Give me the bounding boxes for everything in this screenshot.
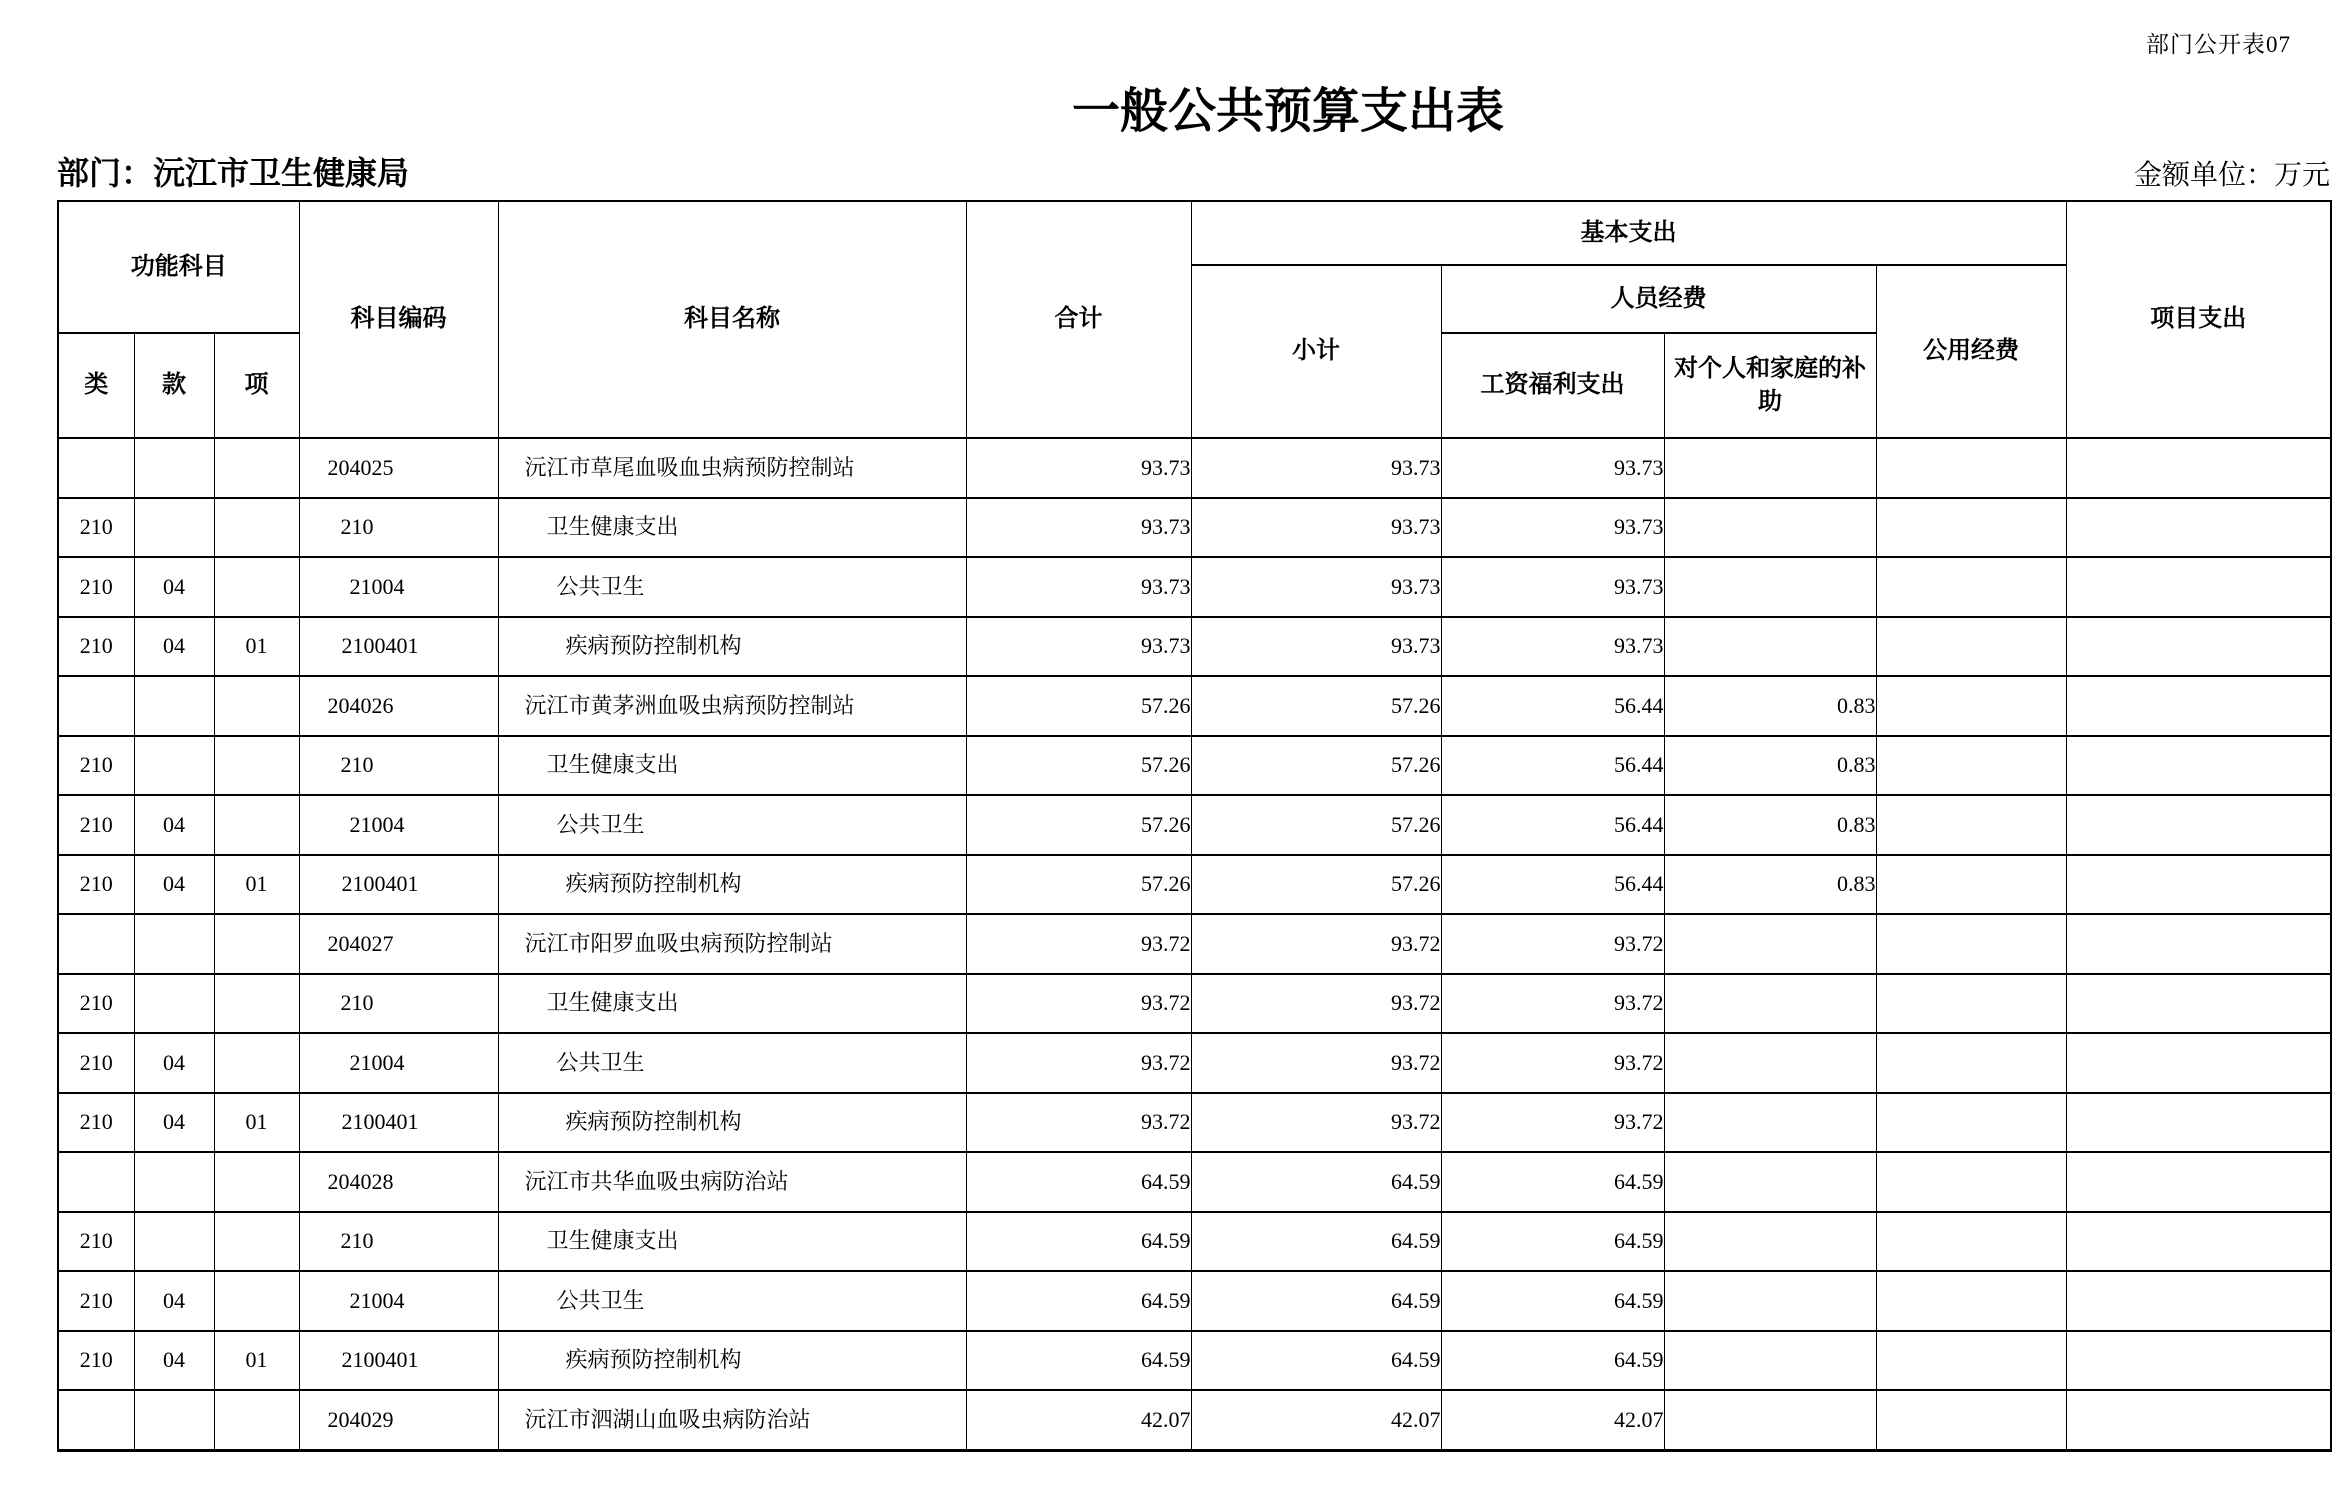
- cell-category: [58, 914, 134, 974]
- cell-public-funds: [1876, 498, 2066, 558]
- cell-category: 210: [58, 498, 134, 558]
- cell-item: [214, 795, 299, 855]
- cell-subject-name: 卫生健康支出: [498, 498, 966, 558]
- cell-category: 210: [58, 1033, 134, 1093]
- table-body: [58, 438, 2331, 1450]
- table-header: [58, 201, 2331, 438]
- cell-family-subsidy: [1664, 1152, 1876, 1212]
- cell-subject-code: 204025: [299, 438, 498, 498]
- cell-section: [134, 498, 214, 558]
- cell-subtotal: 93.72: [1191, 1093, 1441, 1153]
- cell-family-subsidy: [1664, 438, 1876, 498]
- table-row: [58, 1152, 2331, 1212]
- cell-project-expenditure: [2066, 795, 2331, 855]
- cell-project-expenditure: [2066, 1033, 2331, 1093]
- cell-section: 04: [134, 617, 214, 677]
- cell-family-subsidy: [1664, 617, 1876, 677]
- cell-section: 04: [134, 795, 214, 855]
- cell-family-subsidy: 0.83: [1664, 795, 1876, 855]
- cell-family-subsidy: [1664, 1212, 1876, 1272]
- cell-total: 93.72: [966, 914, 1191, 974]
- cell-public-funds: [1876, 795, 2066, 855]
- cell-public-funds: [1876, 1212, 2066, 1272]
- cell-subject-code: 2100401: [299, 855, 498, 915]
- cell-category: 210: [58, 557, 134, 617]
- cell-family-subsidy: [1664, 914, 1876, 974]
- amount-unit-label: 金额单位：万元: [2133, 160, 2330, 191]
- cell-item: [214, 1390, 299, 1450]
- cell-total: 57.26: [966, 855, 1191, 915]
- cell-subject-name: 公共卫生: [498, 795, 966, 855]
- cell-project-expenditure: [2066, 914, 2331, 974]
- cell-item: 01: [214, 855, 299, 915]
- cell-wage-welfare: 42.07: [1441, 1390, 1664, 1450]
- cell-total: 64.59: [966, 1152, 1191, 1212]
- cell-subject-name: 公共卫生: [498, 1033, 966, 1093]
- cell-item: [214, 557, 299, 617]
- table-row: [58, 676, 2331, 736]
- cell-item: [214, 1152, 299, 1212]
- cell-section: [134, 736, 214, 796]
- table-row: [58, 1390, 2331, 1450]
- cell-total: 93.73: [966, 498, 1191, 558]
- cell-subject-code: 204027: [299, 914, 498, 974]
- cell-subtotal: 57.26: [1191, 676, 1441, 736]
- cell-public-funds: [1876, 438, 2066, 498]
- cell-project-expenditure: [2066, 1390, 2331, 1450]
- cell-category: 210: [58, 1271, 134, 1331]
- form-number-label: 部门公开表07: [2146, 32, 2291, 57]
- cell-subject-name: 公共卫生: [498, 557, 966, 617]
- table-row: [58, 438, 2331, 498]
- table-row: [58, 1271, 2331, 1331]
- cell-subject-code: 210: [299, 498, 498, 558]
- cell-wage-welfare: 93.72: [1441, 1093, 1664, 1153]
- cell-section: [134, 438, 214, 498]
- cell-item: [214, 974, 299, 1034]
- cell-subtotal: 64.59: [1191, 1152, 1441, 1212]
- header-func-subject: 功能科目: [58, 201, 299, 333]
- cell-project-expenditure: [2066, 736, 2331, 796]
- cell-total: 42.07: [966, 1390, 1191, 1450]
- cell-subject-code: 204028: [299, 1152, 498, 1212]
- cell-total: 64.59: [966, 1212, 1191, 1272]
- cell-total: 64.59: [966, 1271, 1191, 1331]
- cell-subtotal: 93.72: [1191, 914, 1441, 974]
- cell-public-funds: [1876, 1331, 2066, 1391]
- cell-family-subsidy: 0.83: [1664, 855, 1876, 915]
- cell-section: [134, 1152, 214, 1212]
- cell-item: [214, 736, 299, 796]
- cell-category: [58, 438, 134, 498]
- cell-subtotal: 93.72: [1191, 1033, 1441, 1093]
- table-row: [58, 736, 2331, 796]
- header-public-funds: 公用经费: [1876, 265, 2066, 438]
- cell-section: 04: [134, 855, 214, 915]
- cell-subject-code: 21004: [299, 1271, 498, 1331]
- header-basic-expenditure: 基本支出: [1191, 201, 2066, 265]
- cell-subject-name: 疾病预防控制机构: [498, 1093, 966, 1153]
- cell-category: 210: [58, 1331, 134, 1391]
- cell-subject-name: 卫生健康支出: [498, 736, 966, 796]
- cell-subject-name: 疾病预防控制机构: [498, 617, 966, 677]
- table-row: [58, 1093, 2331, 1153]
- cell-project-expenditure: [2066, 557, 2331, 617]
- cell-total: 93.72: [966, 1033, 1191, 1093]
- cell-subject-name: 卫生健康支出: [498, 1212, 966, 1272]
- cell-project-expenditure: [2066, 1152, 2331, 1212]
- cell-subtotal: 57.26: [1191, 855, 1441, 915]
- header-personnel-funds: 人员经费: [1441, 265, 1876, 333]
- cell-public-funds: [1876, 1152, 2066, 1212]
- cell-family-subsidy: [1664, 974, 1876, 1034]
- cell-wage-welfare: 64.59: [1441, 1152, 1664, 1212]
- table-row: [58, 974, 2331, 1034]
- cell-subject-name: 沅江市草尾血吸血虫病预防控制站: [498, 438, 966, 498]
- table-row: [58, 557, 2331, 617]
- page-title: 一般公共预算支出表: [1072, 85, 1505, 138]
- cell-project-expenditure: [2066, 855, 2331, 915]
- cell-category: 210: [58, 736, 134, 796]
- cell-item: 01: [214, 1093, 299, 1153]
- cell-subject-code: 21004: [299, 795, 498, 855]
- cell-public-funds: [1876, 1033, 2066, 1093]
- cell-subject-code: 2100401: [299, 1093, 498, 1153]
- cell-section: [134, 974, 214, 1034]
- cell-item: [214, 1212, 299, 1272]
- cell-category: [58, 1390, 134, 1450]
- cell-wage-welfare: 56.44: [1441, 676, 1664, 736]
- header-family-subsidy: 对个人和家庭的补助: [1664, 333, 1876, 438]
- cell-subtotal: 64.59: [1191, 1271, 1441, 1331]
- cell-section: [134, 676, 214, 736]
- table-row: [58, 914, 2331, 974]
- cell-subject-code: 2100401: [299, 617, 498, 677]
- cell-project-expenditure: [2066, 617, 2331, 677]
- cell-public-funds: [1876, 736, 2066, 796]
- cell-project-expenditure: [2066, 1093, 2331, 1153]
- cell-public-funds: [1876, 557, 2066, 617]
- cell-category: 210: [58, 1212, 134, 1272]
- cell-section: [134, 1390, 214, 1450]
- cell-public-funds: [1876, 974, 2066, 1034]
- table-row: [58, 498, 2331, 558]
- cell-public-funds: [1876, 1271, 2066, 1331]
- cell-category: 210: [58, 795, 134, 855]
- cell-category: 210: [58, 855, 134, 915]
- cell-project-expenditure: [2066, 438, 2331, 498]
- cell-section: [134, 914, 214, 974]
- cell-project-expenditure: [2066, 498, 2331, 558]
- cell-wage-welfare: 93.72: [1441, 1033, 1664, 1093]
- cell-wage-welfare: 56.44: [1441, 736, 1664, 796]
- cell-item: [214, 1033, 299, 1093]
- cell-section: [134, 1212, 214, 1272]
- cell-subject-name: 沅江市泗湖山血吸虫病防治站: [498, 1390, 966, 1450]
- cell-section: 04: [134, 557, 214, 617]
- cell-project-expenditure: [2066, 1212, 2331, 1272]
- cell-public-funds: [1876, 914, 2066, 974]
- cell-wage-welfare: 93.73: [1441, 498, 1664, 558]
- cell-project-expenditure: [2066, 974, 2331, 1034]
- cell-subtotal: 64.59: [1191, 1212, 1441, 1272]
- cell-subject-code: 210: [299, 1212, 498, 1272]
- cell-total: 57.26: [966, 736, 1191, 796]
- cell-family-subsidy: [1664, 1390, 1876, 1450]
- cell-item: 01: [214, 1331, 299, 1391]
- cell-subtotal: 93.72: [1191, 974, 1441, 1034]
- cell-wage-welfare: 64.59: [1441, 1331, 1664, 1391]
- cell-family-subsidy: [1664, 498, 1876, 558]
- cell-wage-welfare: 56.44: [1441, 855, 1664, 915]
- cell-total: 57.26: [966, 795, 1191, 855]
- header-project-expenditure: 项目支出: [2066, 201, 2331, 438]
- cell-subject-code: 21004: [299, 1033, 498, 1093]
- cell-wage-welfare: 64.59: [1441, 1212, 1664, 1272]
- cell-section: 04: [134, 1093, 214, 1153]
- cell-subject-name: 沅江市黄茅洲血吸虫病预防控制站: [498, 676, 966, 736]
- budget-table: [57, 200, 2332, 1452]
- cell-section: 04: [134, 1271, 214, 1331]
- cell-total: 93.72: [966, 1093, 1191, 1153]
- cell-family-subsidy: [1664, 1271, 1876, 1331]
- cell-category: 210: [58, 617, 134, 677]
- header-section: 款: [134, 333, 214, 438]
- cell-total: 93.72: [966, 974, 1191, 1034]
- cell-subtotal: 93.73: [1191, 438, 1441, 498]
- cell-subtotal: 64.59: [1191, 1331, 1441, 1391]
- cell-wage-welfare: 93.73: [1441, 557, 1664, 617]
- cell-subtotal: 57.26: [1191, 795, 1441, 855]
- cell-public-funds: [1876, 676, 2066, 736]
- table-row: [58, 1033, 2331, 1093]
- cell-project-expenditure: [2066, 676, 2331, 736]
- cell-project-expenditure: [2066, 1331, 2331, 1391]
- cell-subject-name: 公共卫生: [498, 1271, 966, 1331]
- header-subject-name: 科目名称: [498, 201, 966, 438]
- cell-subject-code: 2100401: [299, 1331, 498, 1391]
- cell-subject-code: 210: [299, 736, 498, 796]
- header-row-1: [58, 201, 2331, 265]
- cell-item: [214, 498, 299, 558]
- cell-wage-welfare: 56.44: [1441, 795, 1664, 855]
- cell-item: [214, 438, 299, 498]
- cell-subject-code: 21004: [299, 557, 498, 617]
- cell-subject-code: 210: [299, 974, 498, 1034]
- header-item: 项: [214, 333, 299, 438]
- table-row: [58, 795, 2331, 855]
- cell-section: 04: [134, 1331, 214, 1391]
- cell-category: 210: [58, 1093, 134, 1153]
- cell-wage-welfare: 93.73: [1441, 617, 1664, 677]
- cell-public-funds: [1876, 1390, 2066, 1450]
- cell-subject-name: 沅江市共华血吸虫病防治站: [498, 1152, 966, 1212]
- cell-subtotal: 57.26: [1191, 736, 1441, 796]
- cell-item: 01: [214, 617, 299, 677]
- cell-category: [58, 676, 134, 736]
- cell-wage-welfare: 64.59: [1441, 1271, 1664, 1331]
- cell-family-subsidy: 0.83: [1664, 676, 1876, 736]
- header-subject-code: 科目编码: [299, 201, 498, 438]
- cell-subject-code: 204026: [299, 676, 498, 736]
- table-row: [58, 617, 2331, 677]
- cell-item: [214, 676, 299, 736]
- cell-total: 64.59: [966, 1331, 1191, 1391]
- cell-public-funds: [1876, 617, 2066, 677]
- cell-subject-name: 疾病预防控制机构: [498, 1331, 966, 1391]
- cell-family-subsidy: [1664, 1033, 1876, 1093]
- cell-public-funds: [1876, 1093, 2066, 1153]
- cell-subtotal: 93.73: [1191, 498, 1441, 558]
- header-total: 合计: [966, 201, 1191, 438]
- cell-subject-code: 204029: [299, 1390, 498, 1450]
- cell-project-expenditure: [2066, 1271, 2331, 1331]
- cell-total: 93.73: [966, 438, 1191, 498]
- cell-wage-welfare: 93.72: [1441, 914, 1664, 974]
- cell-category: 210: [58, 974, 134, 1034]
- cell-family-subsidy: 0.83: [1664, 736, 1876, 796]
- cell-total: 93.73: [966, 557, 1191, 617]
- cell-subtotal: 93.73: [1191, 557, 1441, 617]
- cell-subtotal: 93.73: [1191, 617, 1441, 677]
- table-row: [58, 1212, 2331, 1272]
- cell-subject-name: 疾病预防控制机构: [498, 855, 966, 915]
- cell-family-subsidy: [1664, 1093, 1876, 1153]
- cell-item: [214, 914, 299, 974]
- department-label: 部门：沅江市卫生健康局: [57, 155, 410, 191]
- cell-subject-name: 沅江市阳罗血吸虫病预防控制站: [498, 914, 966, 974]
- cell-wage-welfare: 93.72: [1441, 974, 1664, 1034]
- cell-section: 04: [134, 1033, 214, 1093]
- cell-item: [214, 1271, 299, 1331]
- cell-public-funds: [1876, 855, 2066, 915]
- header-wage-welfare: 工资福利支出: [1441, 333, 1664, 438]
- cell-family-subsidy: [1664, 1331, 1876, 1391]
- cell-subject-name: 卫生健康支出: [498, 974, 966, 1034]
- table-row: [58, 1331, 2331, 1391]
- header-subtotal: 小计: [1191, 265, 1441, 438]
- cell-wage-welfare: 93.73: [1441, 438, 1664, 498]
- cell-total: 93.73: [966, 617, 1191, 677]
- cell-family-subsidy: [1664, 557, 1876, 617]
- cell-category: [58, 1152, 134, 1212]
- header-category: 类: [58, 333, 134, 438]
- cell-total: 57.26: [966, 676, 1191, 736]
- cell-subtotal: 42.07: [1191, 1390, 1441, 1450]
- table-row: [58, 855, 2331, 915]
